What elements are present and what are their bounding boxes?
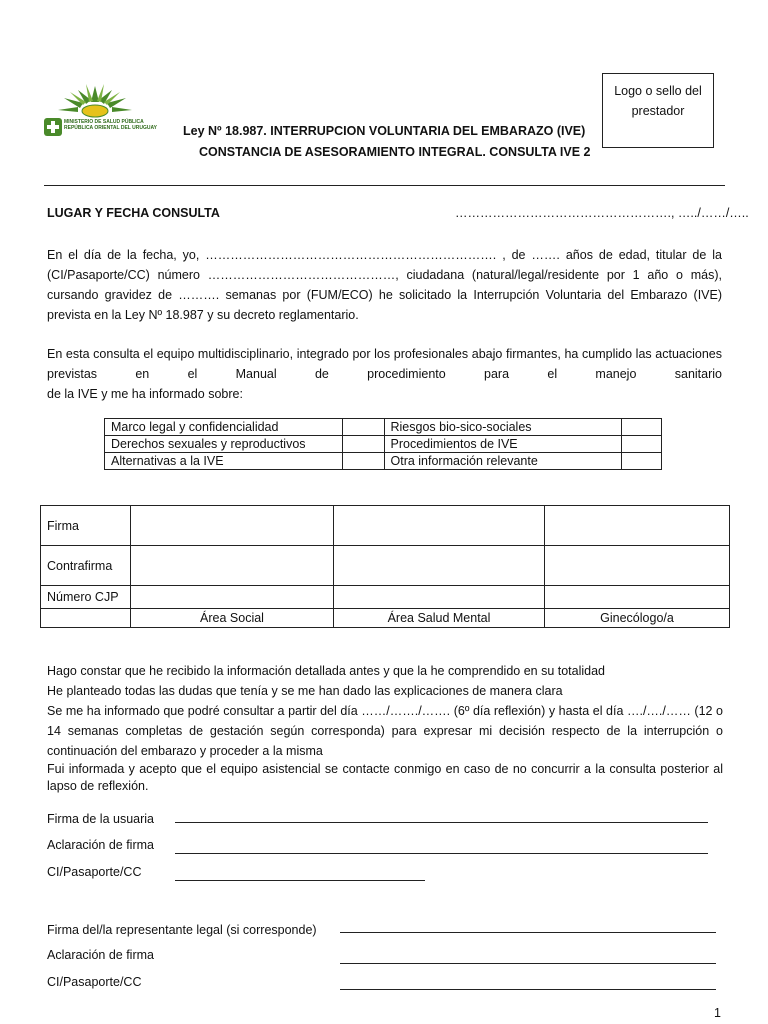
topic-label: Derechos sexuales y reproductivos (105, 436, 343, 453)
topic-checkbox[interactable] (342, 436, 384, 453)
firma-usuaria-line[interactable] (175, 822, 708, 823)
cjp-cell[interactable] (545, 586, 730, 609)
team-paragraph (47, 344, 722, 404)
topic-checkbox[interactable] (342, 419, 384, 436)
declaration-line: Se me ha informado que podré consultar a partir del día ……/……./……. (6º día reflexión) y hasta el día …./…./…… (12 o 14 semanas completas de gestación según corresponda) para expresar mi decisión respecto de la interrupción o continuación del embarazo y proceder a la misma (47, 704, 723, 758)
seal-box-label-2: prestador (631, 104, 685, 118)
signature-cell[interactable] (334, 546, 545, 586)
empty-cell (41, 609, 131, 628)
paragraph-text: En esta consulta el equipo multidisciplinario, integrado por los profesionales abajo firmantes, ha cumplido las actuaciones previstas en el Manual de procedimiento para el manejo sanitario (47, 347, 722, 381)
logo-text-country: REPÚBLICA ORIENTAL DEL URUGUAY (64, 125, 157, 131)
topic-label: Alternativas a la IVE (105, 453, 343, 470)
firma-representante-line[interactable] (340, 932, 716, 933)
ci-usuaria-line[interactable] (175, 880, 425, 881)
column-area-social: Área Social (131, 609, 334, 628)
topic-checkbox[interactable] (622, 453, 662, 470)
table-row (41, 586, 730, 609)
header-divider (44, 185, 725, 186)
topic-checkbox[interactable] (622, 419, 662, 436)
cjp-cell[interactable] (131, 586, 334, 609)
signature-cell[interactable] (545, 506, 730, 546)
ministry-logo (42, 78, 157, 140)
declaration-paragraph (47, 245, 722, 325)
table-row (105, 419, 662, 436)
lugar-fecha-label: LUGAR Y FECHA CONSULTA (47, 206, 220, 220)
topic-label: Otra información relevante (384, 453, 622, 470)
document-subtitle: CONSTANCIA DE ASESORAMIENTO INTEGRAL. CONSULTA IVE 2 (199, 145, 591, 159)
signature-cell[interactable] (334, 506, 545, 546)
aclaracion-representante-label: Aclaración de firma (47, 948, 154, 962)
firma-usuaria-label: Firma de la usuaria (47, 812, 154, 826)
logo-text-ministry: MINISTERIO DE SALUD PÚBLICA (64, 119, 144, 125)
topic-label: Marco legal y confidencialidad (105, 419, 343, 436)
row-label-contrafirma: Contrafirma (41, 546, 131, 586)
ci-representante-line[interactable] (340, 989, 716, 990)
signature-table (40, 505, 730, 628)
aclaracion-usuaria-line[interactable] (175, 853, 708, 854)
table-row (105, 436, 662, 453)
signature-cell[interactable] (545, 546, 730, 586)
ci-usuaria-label: CI/Pasaporte/CC (47, 865, 142, 879)
topic-label: Procedimientos de IVE (384, 436, 622, 453)
row-label-firma: Firma (41, 506, 131, 546)
seal-box-label: Logo o sello del (614, 84, 702, 98)
provider-seal-box (602, 73, 714, 148)
row-label-cjp: Número CJP (41, 586, 131, 609)
topic-label: Riesgos bio-sico-sociales (384, 419, 622, 436)
topic-checkbox[interactable] (342, 453, 384, 470)
aclaracion-representante-line[interactable] (340, 963, 716, 964)
cjp-cell[interactable] (334, 586, 545, 609)
table-row (41, 546, 730, 586)
paragraph-text-last: de la IVE y me ha informado sobre: (47, 387, 243, 401)
signature-cell[interactable] (131, 506, 334, 546)
page-number: 1 (714, 1006, 721, 1020)
lugar-fecha-field: ……………………………………………., …../……/….. (455, 206, 749, 220)
declarations-block (47, 661, 723, 795)
document-title: Ley Nº 18.987. INTERRUPCION VOLUNTARIA DEL EMBARAZO (IVE) (183, 124, 586, 138)
topic-checkbox[interactable] (622, 436, 662, 453)
declaration-line: Hago constar que he recibido la información detallada antes y que la he comprendido en su totalidad (47, 664, 606, 678)
column-area-salud-mental: Área Salud Mental (334, 609, 545, 628)
firma-representante-label: Firma del/la representante legal (si corresponde) (47, 923, 317, 937)
aclaracion-usuaria-label: Aclaración de firma (47, 838, 154, 852)
table-row (105, 453, 662, 470)
table-row (41, 609, 730, 628)
table-row (41, 506, 730, 546)
declaration-line: He planteado todas las dudas que tenía y se me han dado las explicaciones de manera clara (47, 684, 563, 698)
paragraph-text: En el día de la fecha, yo, ……………………………………………………………. , de ……. años de edad, titular de la (CI/Pasaporte/CC) número ………………………………………, ciudadana (natural/legal/residente por 1 año o más), cursando gravidez de ………. semanas por (FUM/ECO) he solicitado la Interrupción Voluntaria del Embarazo (IVE) prevista en la Ley Nº 18.987 y su decreto reglamentario. (47, 248, 722, 322)
declaration-line: Fui informada y acepto que el equipo asistencial se contacte conmigo en caso de no concurrir a la consulta posterior al lapso de reflexión. (47, 762, 723, 793)
ci-representante-label: CI/Pasaporte/CC (47, 975, 142, 989)
column-ginecologo: Ginecólogo/a (545, 609, 730, 628)
signature-cell[interactable] (131, 546, 334, 586)
topics-table (104, 418, 662, 470)
